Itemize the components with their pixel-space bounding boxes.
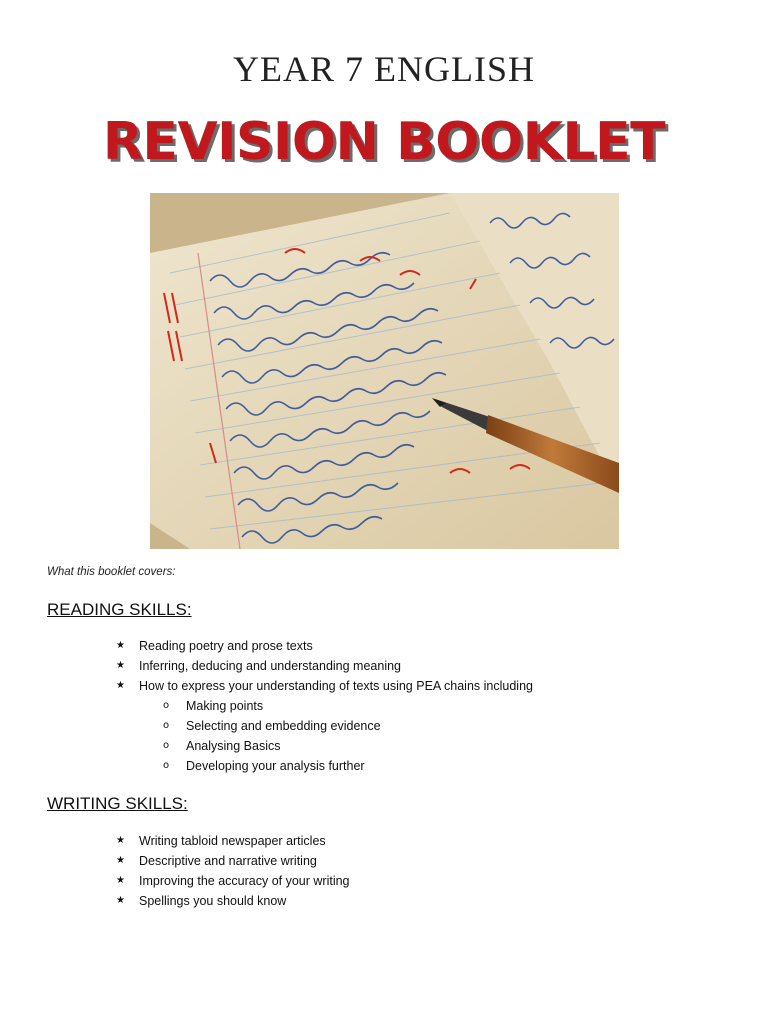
list-item-text: How to express your understanding of texts using PEA chains including [139,679,533,693]
star-bullet-icon: ★ [116,875,125,886]
writing-skills-heading: WRITING SKILLS: [47,794,188,813]
booklet-caption: What this booklet covers: [47,566,176,578]
star-bullet-icon: ★ [116,855,125,866]
cover-photo [150,193,619,549]
reading-skills-heading: READING SKILLS: [47,600,192,619]
list-item-text: Writing tabloid newspaper articles [139,834,326,848]
star-bullet-icon: ★ [116,895,125,906]
circle-bullet-icon: o [163,740,170,751]
page-title: YEAR 7 ENGLISH [233,49,535,89]
circle-bullet-icon: o [163,720,170,731]
list-item-text: Spellings you should know [139,894,287,908]
page-subtitle: REVISION BOOKLET [102,112,666,172]
sub-list-item-text: Making points [186,699,264,713]
list-item-text: Descriptive and narrative writing [139,854,317,868]
star-bullet-icon: ★ [116,660,125,671]
star-bullet-icon: ★ [116,680,125,691]
star-bullet-icon: ★ [116,835,125,846]
star-bullet-icon: ★ [116,640,125,651]
sub-list-item-text: Selecting and embedding evidence [186,719,381,733]
sub-list-item-text: Developing your analysis further [186,759,365,773]
circle-bullet-icon: o [163,700,170,711]
list-item-text: Inferring, deducing and understanding meaning [139,659,401,673]
circle-bullet-icon: o [163,760,170,771]
sub-list-item-text: Analysing Basics [186,739,281,753]
list-item-text: Reading poetry and prose texts [139,639,313,653]
list-item-text: Improving the accuracy of your writing [139,874,350,888]
